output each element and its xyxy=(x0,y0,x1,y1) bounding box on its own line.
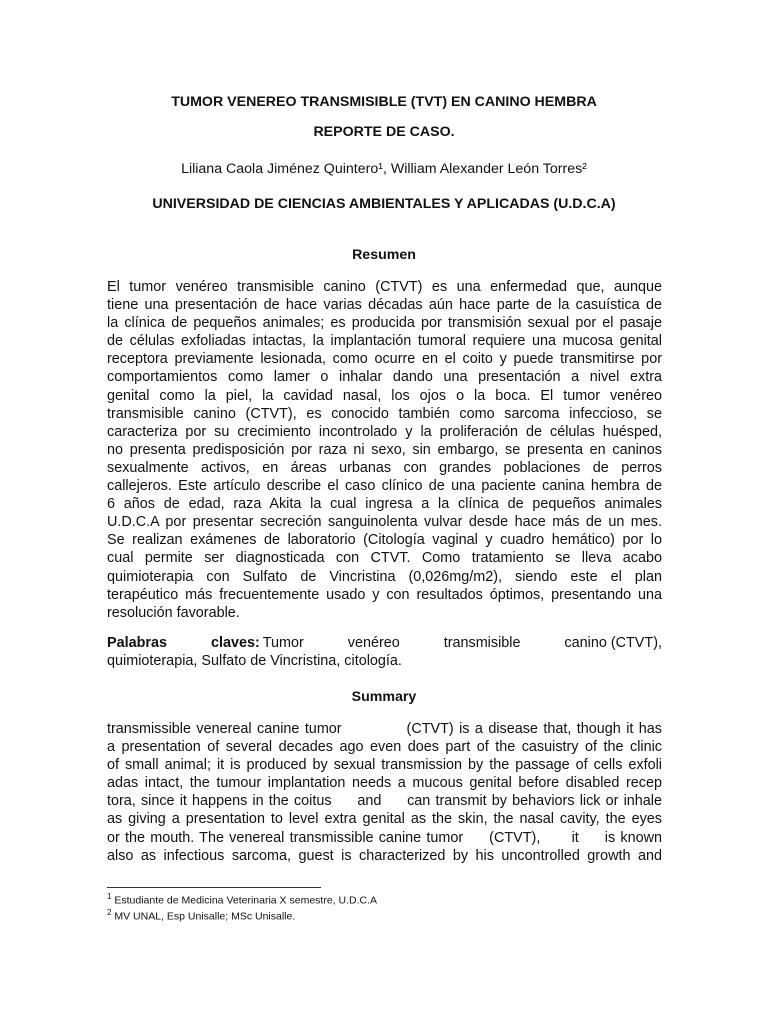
summary-line: adas intact, the tumour implantation needs a mucous genital before disabled recep xyxy=(107,775,662,792)
keywords-label-a: Palabras xyxy=(107,635,168,651)
paper-title-line-2: REPORTE DE CASO. xyxy=(313,124,455,140)
footnote-text: MV UNAL, Esp Unisalle; MSc Unisalle. xyxy=(111,910,296,923)
resumen-line: tiene una presentación de hace varias décadas aún hace parte de la casuística de xyxy=(107,297,662,314)
summary-line: tora, since it happens in the coitus and can transmit by behaviors lick or inhale xyxy=(107,793,662,810)
institution: UNIVERSIDAD DE CIENCIAS AMBIENTALES Y APLICADAS (U.D.C.A) xyxy=(152,196,616,212)
keyword: canino (CTVT), xyxy=(564,635,662,651)
resumen-line: quimioterapia con Sulfato de Vincristina (0,026mg/m2), siendo este el plan xyxy=(107,568,662,585)
resumen-line: Se realizan exámenes de laboratorio (Citología vaginal y cuadro hemático) por lo xyxy=(107,532,662,549)
resumen-line: comportamientos como lamer o inhalar dando una presentación a nivel extra xyxy=(107,369,662,386)
footnote-2 xyxy=(107,908,295,923)
footnote-text: Estudiante de Medicina Veterinaria X semestre, U.D.C.A xyxy=(111,894,377,907)
summary-line: also as infectious sarcoma, guest is characterized by his uncontrolled growth and xyxy=(107,847,662,864)
paper-title-line-1: TUMOR VENEREO TRANSMISIBLE (TVT) EN CANINO HEMBRA xyxy=(171,94,597,110)
summary-line: of small animal; it is produced by sexual transmission by the passage of cells exfoli xyxy=(107,757,662,774)
resumen-line: terapéutico más frecuentemente usado y con resultados óptimos, presentando una xyxy=(107,586,662,603)
resumen-line: no presenta predisposición por raza ni sexo, sin embargo, se presenta en caninos xyxy=(107,441,662,458)
summary-line: transmissible venereal canine tumor (CTVT) is a disease that, though it has xyxy=(107,721,662,737)
keywords xyxy=(107,634,662,670)
summary-line: a presentation of several decades ago even does part of the casuistry of the clinic xyxy=(107,739,662,756)
keywords-label-b: claves: xyxy=(210,635,260,651)
summary-paragraph xyxy=(107,720,662,865)
footnote-1 xyxy=(107,892,377,907)
footnote-mark: 2 xyxy=(107,908,112,917)
footnote-mark: 1 xyxy=(107,892,112,901)
resumen-heading: Resumen xyxy=(352,247,416,263)
resumen-line: cual permite ser diagnosticada con CTVT. Como tratamiento se lleva acabo xyxy=(107,550,662,567)
resumen-line: caracteriza por su crecimiento incontrolado y la proliferación de células huésped, xyxy=(107,423,662,440)
summary-line: as giving a presentation to level extra genital as the skin, the nasal cavity, the eyes xyxy=(107,811,662,828)
keyword: venéreo xyxy=(347,635,400,651)
resumen-line: de células exfoliadas intactas, la implantación tumoral requiere una mucosa genital xyxy=(107,333,662,350)
summary-heading: Summary xyxy=(351,689,417,705)
keywords-line-1 xyxy=(107,634,662,652)
resumen-line: genital como la piel, la cavidad nasal, los ojos o la boca. El tumor venéreo xyxy=(107,387,662,404)
keywords-line-2: quimioterapia, Sulfato de Vincristina, citología. xyxy=(107,653,402,670)
resumen-line: callejeros. Este artículo describe el caso clínico de una paciente canina hembra de xyxy=(107,478,662,495)
keyword: transmisible xyxy=(443,635,521,651)
resumen-line: El tumor venéreo transmisible canino (CTVT) es una enfermedad que, aunque xyxy=(107,279,662,295)
resumen-paragraph xyxy=(107,278,662,622)
summary-line: or the mouth. The venereal transmissible canine tumor (CTVT), it is known xyxy=(107,829,662,846)
resumen-line: la clínica de pequeños animales; es producida por transmisión sexual por el pasaje xyxy=(107,315,662,332)
authors: Liliana Caola Jiménez Quintero¹, William Alexander León Torres² xyxy=(181,161,587,177)
keyword: Tumor xyxy=(262,635,304,651)
resumen-line: receptora previamente lesionada, como ocurre en el coito y puede transmitirse por xyxy=(107,351,662,368)
resumen-line: 6 años de edad, raza Akita la cual ingresa a la clínica de pequeños animales xyxy=(107,496,662,513)
resumen-line: transmisible canino (CTVT), es conocido también como sarcoma infeccioso, se xyxy=(107,405,662,422)
footnote-separator xyxy=(107,887,321,888)
resumen-line: U.D.C.A por presentar secreción sanguinolenta vulvar desde hace más de un mes. xyxy=(107,514,662,531)
resumen-line: sexualmente activos, en áreas urbanas con grandes poblaciones de perros xyxy=(107,459,662,476)
resumen-line: resolución favorable. xyxy=(107,604,240,621)
